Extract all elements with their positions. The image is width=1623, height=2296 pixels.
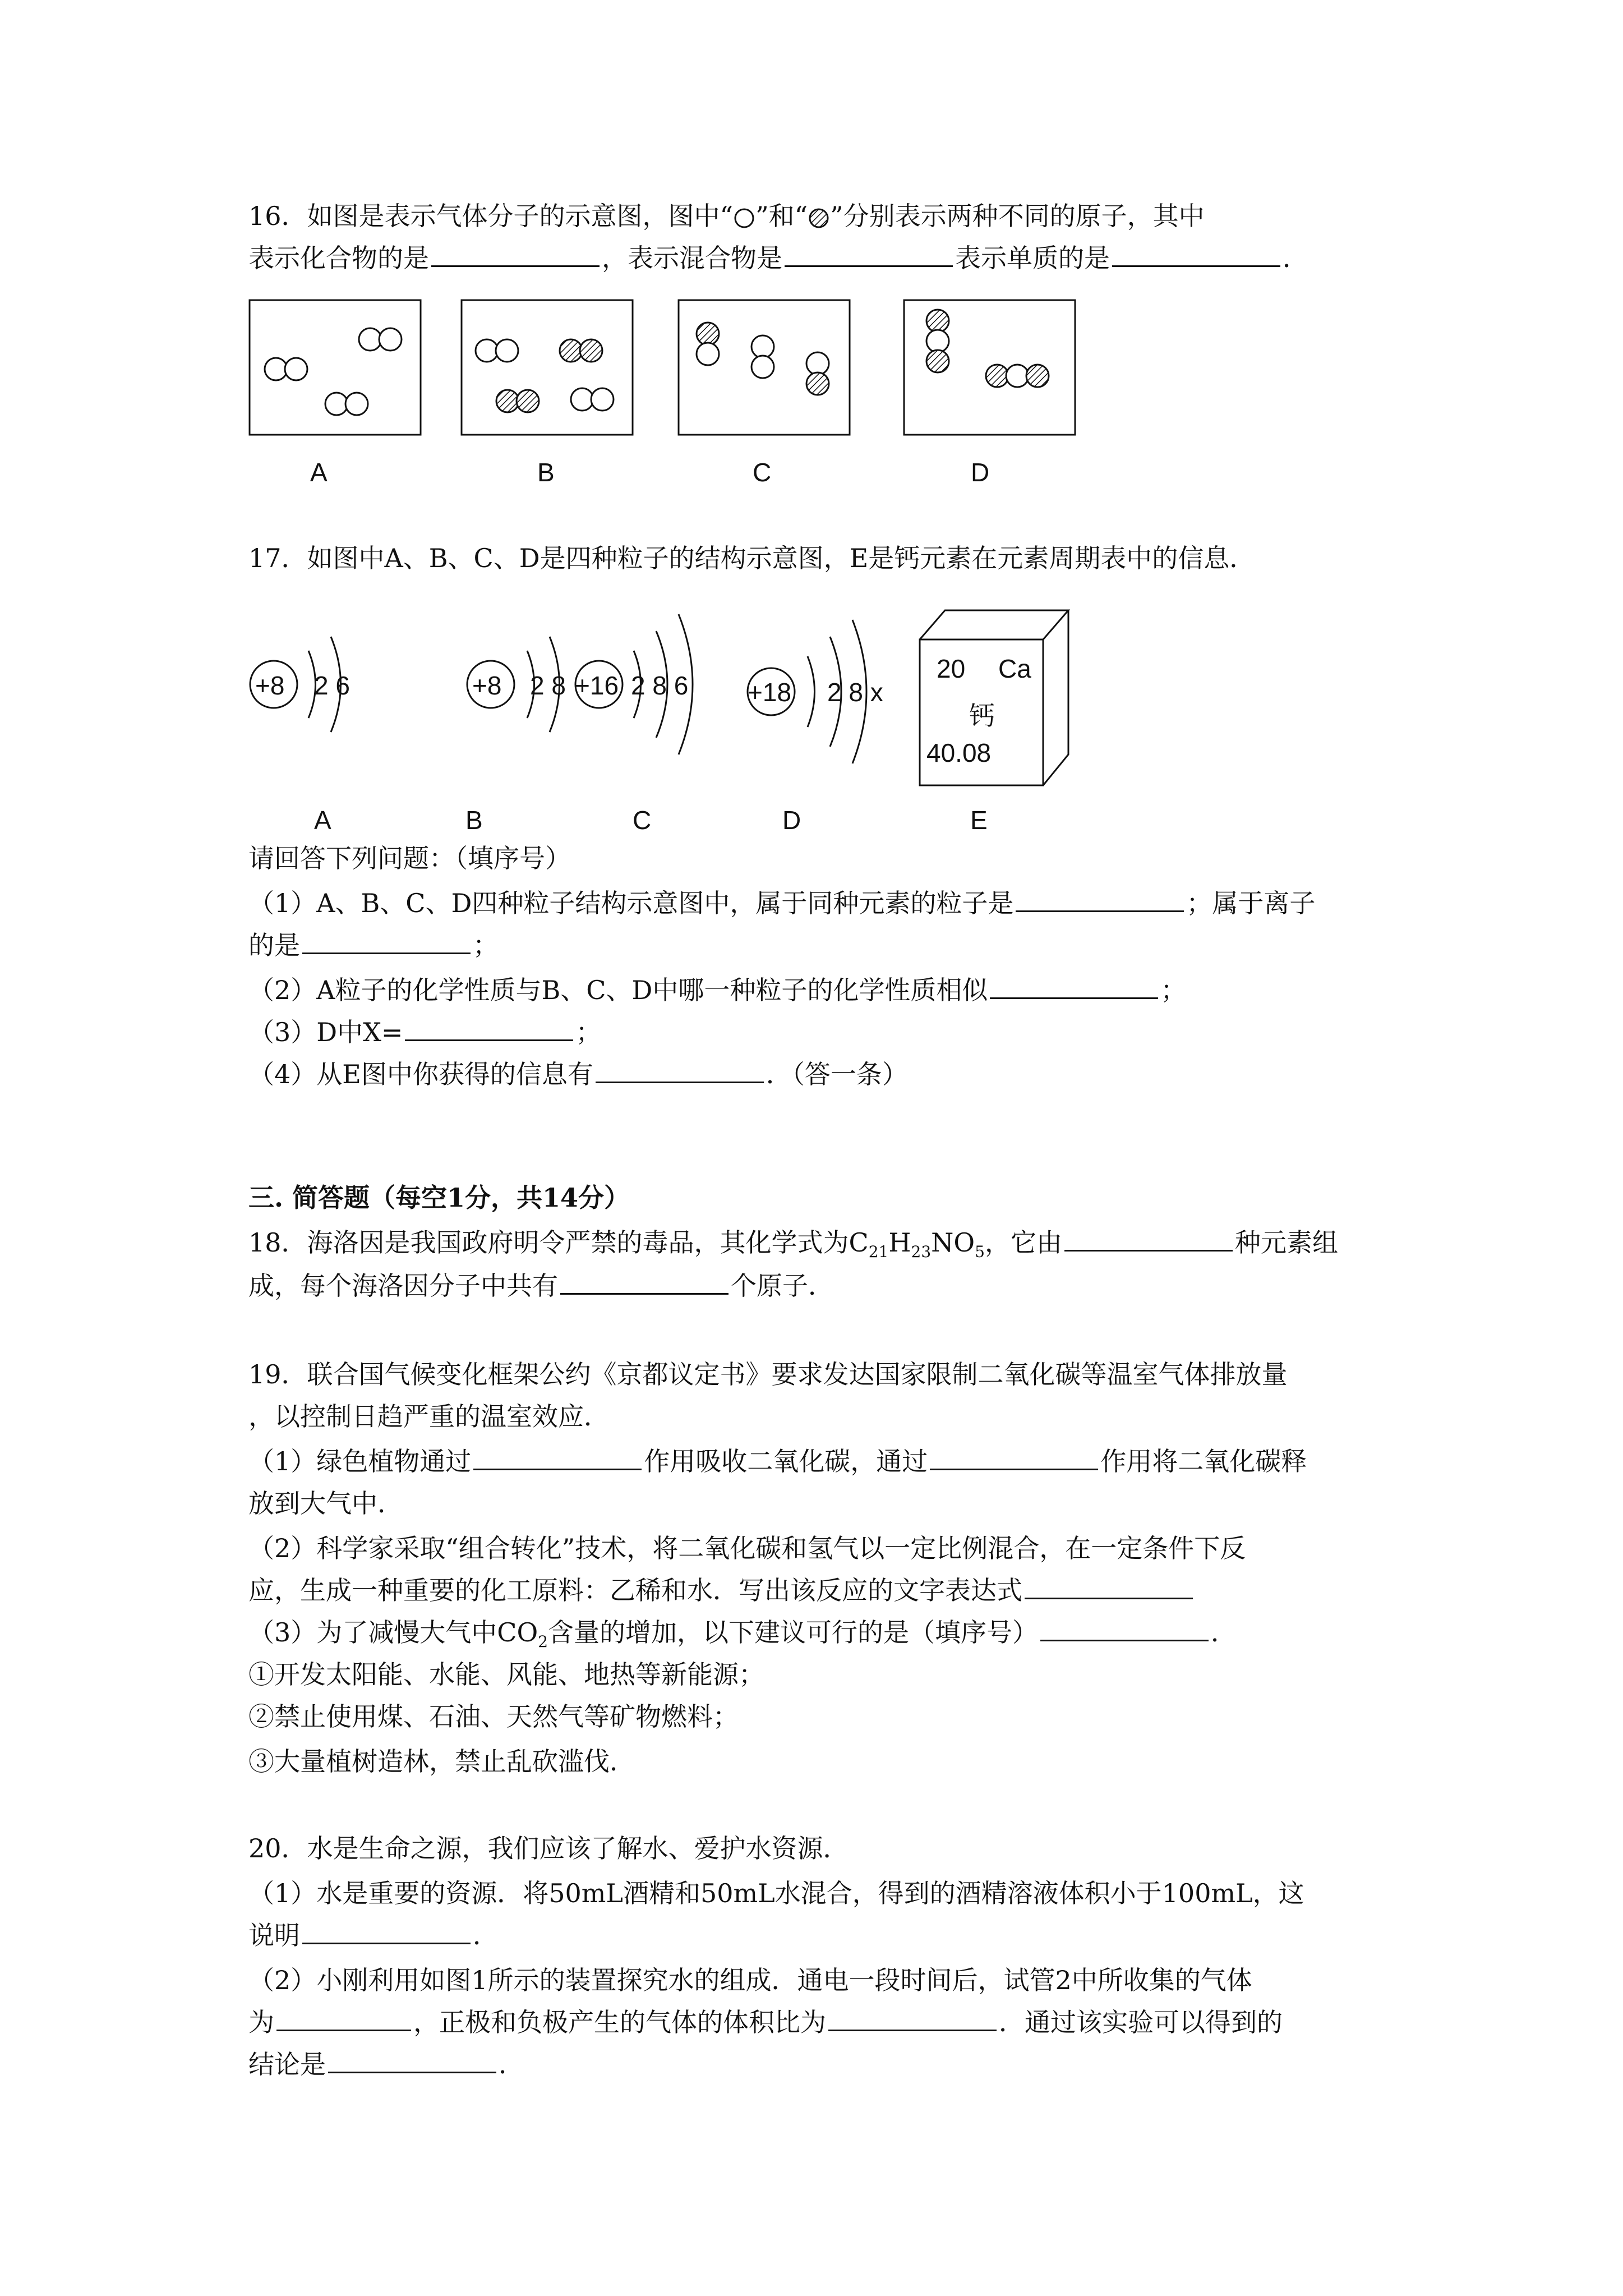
element-symbol: Ca: [998, 654, 1031, 683]
q19-part2: （2）科学家采取“组合转化”技术，将二氧化碳和氢气以一定比例混合，在一定条件下反: [248, 1533, 1246, 1563]
q19-line1: 19．联合国气候变化框架公约《京都议定书》要求发达国家限制二氧化碳等温室气体排放量: [248, 1359, 1288, 1389]
q19-option-1: ①开发太阳能、水能、风能、地热等新能源；: [248, 1659, 764, 1690]
q18-text: 个原子．: [731, 1271, 834, 1301]
q16-text: ，表示混合物是: [602, 243, 782, 273]
q19-part1-cont: 放到大气中．: [248, 1488, 403, 1519]
answer-blank[interactable]: [990, 975, 1158, 999]
q20-text: ．: [473, 1920, 499, 1950]
q18-text: 种元素组: [1234, 1227, 1338, 1258]
q20-text: ，正极和负极产生的气体的体积比为: [413, 2007, 826, 2037]
q18-line1: [248, 1226, 1338, 1269]
answer-blank[interactable]: [1016, 888, 1184, 912]
nucleus-d: +18: [748, 678, 792, 707]
subscript: 2: [538, 1632, 548, 1651]
white-atom-icon: [733, 207, 755, 229]
answer-blank[interactable]: [276, 2007, 411, 2031]
q18-text: ，它由: [984, 1227, 1062, 1258]
q17-text: ；: [1160, 975, 1187, 1005]
q16-text: 表示单质的是: [955, 243, 1110, 273]
subscript: 21: [868, 1243, 889, 1262]
figure-label-d: D: [782, 806, 801, 835]
answer-blank[interactable]: [596, 1059, 764, 1083]
subscript: 5: [975, 1243, 985, 1262]
q17-text: （3）D中X=: [248, 1017, 403, 1047]
q19-text: （1）绿色植物通过: [248, 1446, 472, 1476]
box-b: [462, 300, 633, 435]
q19-part1: [248, 1444, 1307, 1478]
q20-text: 为: [248, 2007, 274, 2037]
q19-part3: [248, 1616, 1237, 1659]
nucleus-a: +8: [255, 671, 285, 700]
answer-blank[interactable]: [1040, 1617, 1209, 1641]
q18-text: H: [888, 1227, 911, 1258]
q17-part4: [248, 1057, 908, 1091]
q17-text: ；: [575, 1017, 602, 1047]
q18-text: 18．海洛因是我国政府明令严禁的毒品，其化学式为C: [248, 1227, 869, 1258]
q16-line2: [248, 241, 1308, 275]
answer-blank[interactable]: [431, 243, 600, 267]
shells-c: 2 8 6: [631, 671, 689, 700]
figure-label-e: E: [970, 806, 988, 835]
q16-line1: [248, 199, 1205, 233]
q19-option-3: ③大量植树造林，禁止乱砍滥伐．: [248, 1746, 635, 1777]
q20-part1-cont: [248, 1918, 499, 1952]
q17-text: （1）A、B、C、D四种粒子结构示意图中，属于同种元素的粒子是: [248, 888, 1014, 918]
answer-blank[interactable]: [405, 1017, 573, 1041]
q20-line1: 20．水是生命之源，我们应该了解水、爱护水资源．: [248, 1833, 849, 1864]
q16-text: ．: [1283, 243, 1308, 273]
q17-text: ；: [473, 930, 499, 960]
q20-part1: （1）水是重要的资源．将50mL酒精和50mL水混合，得到的酒精溶液体积小于100mL，这: [248, 1878, 1304, 1908]
q18-line2: [248, 1269, 834, 1303]
q17-text: （4）从E图中你获得的信息有: [248, 1059, 593, 1089]
answer-blank[interactable]: [785, 243, 953, 267]
atomic-number: 20: [937, 654, 966, 683]
answer-blank[interactable]: [1112, 243, 1280, 267]
q17-text: （2）A粒子的化学性质与B、C、D中哪一种粒子的化学性质相似: [248, 975, 988, 1005]
q19-text: 作用将二氧化碳释: [1100, 1446, 1307, 1476]
q20-text: ．: [499, 2049, 524, 2079]
q19-text: ．: [1211, 1617, 1237, 1648]
q20-text: 结论是: [248, 2049, 326, 2079]
q19-text: 含量的增加，以下建议可行的是（填序号）: [548, 1617, 1039, 1648]
answer-blank[interactable]: [828, 2007, 997, 2031]
q19-text: 应，生成一种重要的化工原料：乙稀和水．写出该反应的文字表达式: [248, 1575, 1022, 1605]
q19-text: （3）为了减慢大气中CO: [248, 1617, 538, 1648]
q19-option-2: ②禁止使用煤、石油、天然气等矿物燃料；: [248, 1701, 739, 1732]
q17-text: ．（答一条）: [766, 1059, 908, 1089]
q20-text: ．通过该实验可以得到的: [999, 2007, 1283, 2037]
answer-blank[interactable]: [302, 930, 471, 954]
figure-label-c: C: [633, 806, 652, 835]
answer-blank[interactable]: [473, 1446, 642, 1470]
q17-part2: [248, 973, 1186, 1007]
q20-part2-end: [248, 2047, 524, 2081]
shells-a: 2 6: [314, 671, 350, 700]
q19-part2-cont: [248, 1573, 1195, 1607]
answer-blank[interactable]: [560, 1271, 728, 1295]
q17-prompt: 请回答下列问题：（填序号）: [248, 843, 571, 873]
q17-intro: 17．如图中A、B、C、D是四种粒子的结构示意图，E是钙元素在元素周期表中的信息．: [248, 543, 1256, 573]
q17-part3: [248, 1015, 601, 1049]
answer-blank[interactable]: [1064, 1227, 1233, 1251]
atomic-mass: 40.08: [926, 738, 992, 767]
nucleus-b: +8: [472, 671, 502, 700]
q20-part2: （2）小刚利用如图1所示的装置探究水的组成．通电一段时间后，试管2中所收集的气体: [248, 1965, 1252, 1995]
answer-blank[interactable]: [302, 1920, 471, 1944]
q20-part2-cont: [248, 2005, 1283, 2039]
q16-text: 表示化合物的是: [248, 243, 429, 273]
answer-blank[interactable]: [1025, 1575, 1193, 1599]
q17-text: ；属于离子: [1186, 888, 1316, 918]
q18-text: 成，每个海洛因分子中共有: [248, 1271, 558, 1301]
nucleus-c: +16: [575, 671, 619, 700]
q17-part1-cont: [248, 928, 499, 962]
figure-label-c: C: [753, 458, 772, 487]
answer-blank[interactable]: [930, 1446, 1098, 1470]
figure-label-b: B: [465, 806, 483, 835]
figure-label-d: D: [971, 458, 990, 487]
figure-label-b: B: [537, 458, 555, 487]
figure-label-a: A: [314, 806, 331, 835]
q16-text: 16．如图是表示气体分子的示意图，图中“: [248, 201, 734, 231]
q19-line2: ，以控制日趋严重的温室效应．: [248, 1401, 610, 1432]
answer-blank[interactable]: [328, 2049, 496, 2073]
hatched-atom-icon: [808, 207, 830, 229]
shells-b: 2 8: [530, 671, 566, 700]
figure-label-a: A: [310, 458, 328, 487]
shells-d: 2 8 x: [827, 678, 883, 707]
section-title: 三. 简答题（每空1分，共14分）: [248, 1182, 630, 1213]
q18-text: NO: [931, 1227, 975, 1258]
q19-text: 作用吸收二氧化碳，通过: [644, 1446, 928, 1476]
q16-text: ”和“: [755, 201, 808, 231]
q16-text: ”分别表示两种不同的原子，其中: [830, 201, 1205, 231]
subscript: 23: [911, 1243, 932, 1262]
q17-part1: [248, 886, 1315, 920]
element-name: 钙: [969, 701, 995, 731]
q20-text: 说明: [248, 1920, 300, 1950]
q17-text: 的是: [248, 930, 300, 960]
